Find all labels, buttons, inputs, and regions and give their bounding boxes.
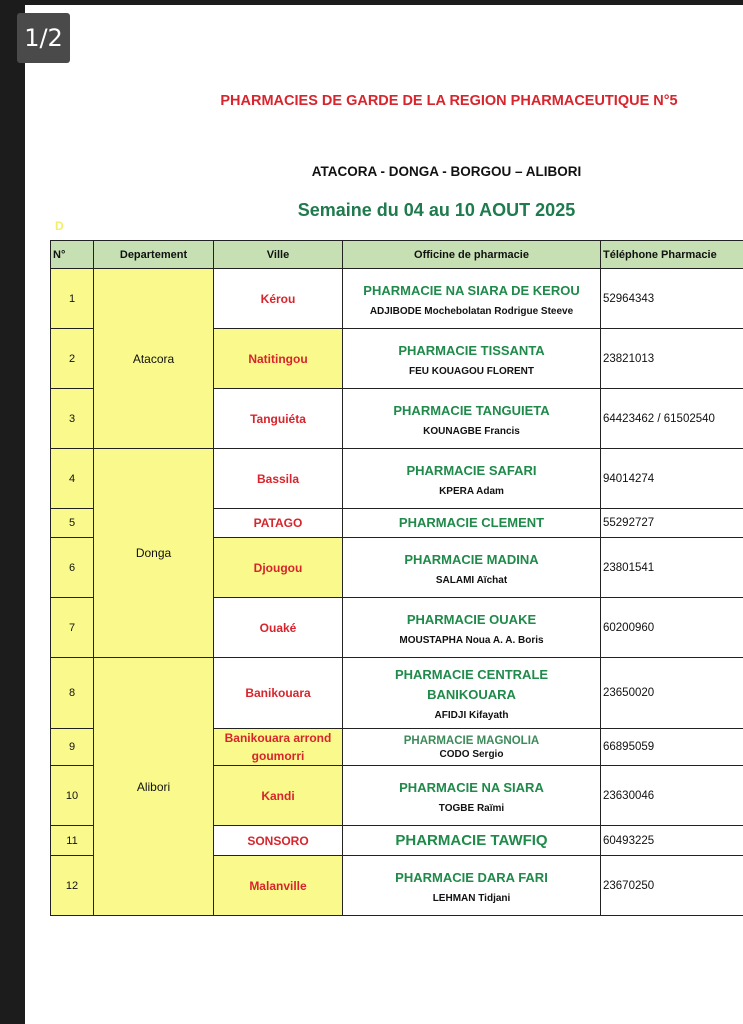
row-number: 7 xyxy=(51,598,94,658)
city-cell: Natitingou xyxy=(214,329,343,389)
pharmacy-name: PHARMACIE CLEMENT xyxy=(398,515,545,530)
row-number: 11 xyxy=(51,826,94,856)
phone-cell: 64423462 / 61502540 xyxy=(601,389,743,449)
pharmacist-name: AFIDJI Kifayath xyxy=(434,710,509,721)
pharmacy-cell xyxy=(343,449,601,509)
table-header-row xyxy=(51,241,743,269)
pharmacy-cell xyxy=(343,269,601,329)
phone-cell: 60200960 xyxy=(601,598,743,658)
department-cell: Alibori xyxy=(94,658,214,916)
phone-cell: 55292727 xyxy=(601,509,743,538)
week-subtitle: Semaine du 04 au 10 AOUT 2025 xyxy=(297,200,576,220)
phone-cell: 23821013 xyxy=(601,329,743,389)
pharmacy-cell xyxy=(343,598,601,658)
row-number: 1 xyxy=(51,269,94,329)
row-number: 10 xyxy=(51,766,94,826)
document-title: PHARMACIES DE GARDE DE LA REGION PHARMACEUTIQUE N°5 xyxy=(220,93,678,109)
city-cell: Kandi xyxy=(214,766,343,826)
pharmacist-name: MOUSTAPHA Noua A. A. Boris xyxy=(399,634,544,646)
row-number: 2 xyxy=(51,329,94,389)
page-indicator: 1/2 xyxy=(17,13,70,63)
row-number: 12 xyxy=(51,856,94,916)
city-cell: Ouaké xyxy=(214,598,343,658)
header-number: N° xyxy=(51,241,94,269)
city-cell: PATAGO xyxy=(214,509,343,538)
pharmacy-name: PHARMACIE TAWFIQ xyxy=(395,831,548,849)
pharmacy-name: PHARMACIE MAGNOLIA xyxy=(403,735,540,747)
pharmacist-name: FEU KOUAGOU FLORENT xyxy=(409,365,534,377)
pharmacy-cell xyxy=(343,826,601,856)
department-cell: Atacora xyxy=(94,269,214,449)
stray-mark: D xyxy=(55,219,64,233)
pharmacy-cell xyxy=(343,329,601,389)
phone-cell: 23670250 xyxy=(601,856,743,916)
pharmacy-cell xyxy=(343,766,601,826)
table-row xyxy=(51,449,743,509)
header-city: Ville xyxy=(214,241,343,269)
phone-cell: 94014274 xyxy=(601,449,743,509)
regions-subtitle: ATACORA - DONGA - BORGOU – ALIBORI xyxy=(311,164,582,179)
city-cell: SONSORO xyxy=(214,826,343,856)
pharmacy-name: PHARMACIE MADINA xyxy=(404,551,539,567)
phone-cell: 23650020 xyxy=(601,658,743,729)
pharmacy-name: PHARMACIE TISSANTA xyxy=(398,342,545,358)
city-cell: Djougou xyxy=(214,538,343,598)
pharmacy-cell xyxy=(343,856,601,916)
pharmacy-name: PHARMACIE NA SIARA xyxy=(399,779,544,795)
phone-cell: 60493225 xyxy=(601,826,743,856)
header-department: Departement xyxy=(94,241,214,269)
table-row xyxy=(51,658,743,729)
phone-cell: 66895059 xyxy=(601,729,743,766)
pharmacy-cell xyxy=(343,538,601,598)
pharmacist-name: SALAMI Aïchat xyxy=(435,574,508,586)
pharmacist-name: CODO Sergio xyxy=(439,749,504,760)
pharmacy-cell xyxy=(343,729,601,766)
header-pharmacy: Officine de pharmacie xyxy=(343,241,601,269)
department-cell: Donga xyxy=(94,449,214,658)
pharmacy-cell xyxy=(343,658,601,729)
pharmacist-name: ADJIBODE Mochebolatan Rodrigue Steeve xyxy=(369,305,574,317)
pharmacist-name: LEHMAN Tidjani xyxy=(432,892,511,904)
pharmacy-name: PHARMACIE SAFARI xyxy=(406,462,537,478)
row-number: 6 xyxy=(51,538,94,598)
pharmacy-name: PHARMACIE DARA FARI xyxy=(395,869,548,885)
pharmacy-name: PHARMACIE OUAKE xyxy=(406,611,537,627)
row-number: 4 xyxy=(51,449,94,509)
pharmacy-cell xyxy=(343,509,601,538)
phone-cell: 52964343 xyxy=(601,269,743,329)
header-phone: Téléphone Pharmacie xyxy=(601,241,743,269)
city-cell: Malanville xyxy=(214,856,343,916)
phone-cell: 23801541 xyxy=(601,538,743,598)
pharmacy-cell xyxy=(343,389,601,449)
city-cell: Kérou xyxy=(214,269,343,329)
city-cell: Bassila xyxy=(214,449,343,509)
city-cell: Banikouara xyxy=(214,658,343,729)
pharmacist-name: KPERA Adam xyxy=(439,485,504,497)
pharmacist-name: KOUNAGBE Francis xyxy=(423,425,520,437)
row-number: 5 xyxy=(51,509,94,538)
phone-cell: 23630046 xyxy=(601,766,743,826)
table-row xyxy=(51,269,743,329)
pharmacist-name: TOGBE Raïmi xyxy=(438,802,505,814)
pharmacy-table xyxy=(50,240,743,916)
city-cell: Banikouara arrond goumorri xyxy=(214,729,343,766)
pharmacy-name: PHARMACIE CENTRALE BANIKOUARA xyxy=(394,667,549,702)
pharmacy-name: PHARMACIE NA SIARA DE KEROU xyxy=(363,282,580,298)
city-cell: Tanguiéta xyxy=(214,389,343,449)
pharmacy-name: PHARMACIE TANGUIETA xyxy=(393,402,550,418)
row-number: 3 xyxy=(51,389,94,449)
row-number: 8 xyxy=(51,658,94,729)
row-number: 9 xyxy=(51,729,94,766)
